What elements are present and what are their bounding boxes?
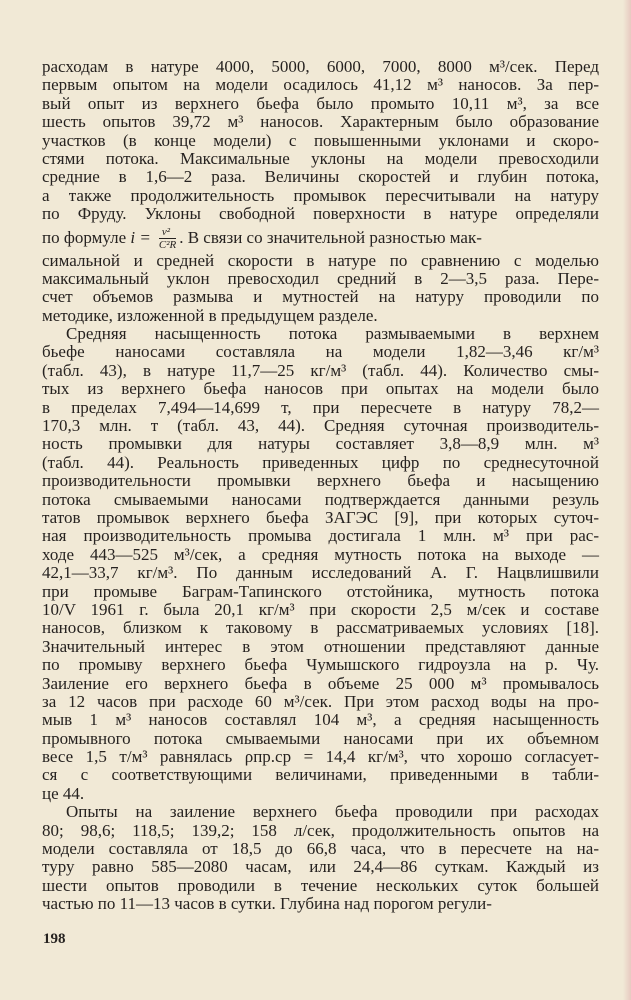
- text-line: 170,3 млн. т (табл. 43, 44). Средняя суточная производитель-: [42, 416, 599, 436]
- text-line: участков (в конце модели) с повышенными уклонами и скоро-: [42, 130, 599, 150]
- text-line: Значительный интерес в этом отношении представляют данные: [42, 636, 599, 656]
- text-line: симальной и средней скорости в натуре по сравнению с моделью: [42, 250, 599, 270]
- text-line: в пределах 7,494—14,699 т, при пересчете в натуру 78,2—: [42, 397, 599, 417]
- text-line: (табл. 43), в натуре 11,7—25 кг/м³ (табл. 44). Количество смы-: [42, 360, 599, 380]
- formula-lead-text: по формуле: [42, 227, 131, 247]
- text-line: Заиление его верхнего бьефа в объеме 25 000 м³ промывалось: [42, 673, 599, 693]
- text-line: а также продолжительность промывок пересчитывали на натуру: [42, 185, 599, 205]
- text-line: Средняя насыщенность потока размываемыми в верхнем: [66, 324, 599, 344]
- text-line: мыв 1 м³ наносов составлял 104 м³, а средняя насыщенность: [42, 710, 599, 730]
- text-line: потока смываемыми наносами подтверждается данными резуль: [42, 489, 599, 509]
- text-line: шести опытов проводили в течение нескольких суток большей: [42, 875, 599, 895]
- text-line: ность промывки для натуры составляет 3,8—8,9 млн. м³: [42, 434, 599, 454]
- text-line: производительности промывки верхнего бьефа и насыщению: [42, 471, 599, 491]
- text-line: тых из верхнего бьефа наносов при опытах на модели было: [42, 379, 599, 399]
- text-line: шесть опытов 39,72 м³ наносов. Характерным было образование: [42, 112, 599, 132]
- text-line: при промыве Баграм-Тапинского отстойника, мутность потока: [42, 581, 599, 601]
- text-line: частью по 11—13 часов в сутки. Глубина над порогом регули-: [42, 894, 492, 914]
- formula-trail-text: . В связи со значительной разностью мак-: [179, 227, 482, 247]
- text-line: промывного потока смываемыми наносами при их объемном: [42, 728, 599, 748]
- formula-fraction: [159, 226, 176, 251]
- page-body: [42, 58, 599, 914]
- text-line: стями потока. Максимальные уклоны на модели превосходили: [42, 148, 599, 168]
- text-line: 80; 98,6; 118,5; 139,2; 158 л/сек, продолжительность опытов на: [42, 820, 599, 840]
- text-line: за 12 часов при расходе 60 м³/сек. При этом расход воды на про-: [42, 691, 599, 711]
- formula-denominator: C²R: [158, 239, 177, 252]
- page-edge: [623, 0, 631, 1000]
- text-line: 10/V 1961 г. была 20,1 кг/м³ при скорости 2,5 м/сек и составе: [42, 599, 599, 619]
- text-line: бьефе наносами составляла на модели 1,82—3,46 кг/м³: [42, 342, 599, 362]
- text-line: модели составляла от 18,5 до 66,8 часа, что в пересчете на на-: [42, 839, 599, 859]
- text-line: расходам в натуре 4000, 5000, 6000, 7000, 8000 м³/сек. Перед: [42, 57, 599, 76]
- text-line: весе 1,5 т/м³ равнялась ρпр.ср = 14,4 кг/м³, что хорошо согласует-: [42, 747, 599, 767]
- text-line: Опыты на заиление верхнего бьефа проводили при расходах: [66, 802, 599, 822]
- text-line: вый опыт из верхнего бьефа было промыто 10,11 м³, за все: [42, 93, 599, 113]
- text-line: туру равно 585—2080 часам, или 24,4—86 суткам. Каждый из: [42, 857, 599, 877]
- text-line: татов промывок верхнего бьефа ЗАГЭС [9], при которых суточ-: [42, 507, 599, 527]
- text-line: ходе 443—525 м³/сек, а средняя мутность потока на выходе —: [42, 544, 599, 564]
- formula-numerator: v²: [159, 226, 176, 239]
- formula-variable: i =: [130, 227, 151, 247]
- text-line: ся с соответствующими величинами, приведенными в табли-: [42, 765, 599, 785]
- paragraph: [42, 325, 599, 803]
- text-line: це 44.: [42, 783, 85, 803]
- text-line: средние в 1,6—2 раза. Величины скоростей и глубин потока,: [42, 167, 599, 187]
- text-line: (табл. 44). Реальность приведенных цифр по среднесуточной: [42, 452, 599, 472]
- text-line: по промыву верхнего бьефа Чумышского гидроузла на р. Чу.: [42, 655, 599, 675]
- paragraph: [42, 58, 599, 325]
- text-line: методике, изложенной в предыдущем разделе.: [42, 305, 378, 325]
- text-line: наносов, близком к таковому в рассматриваемых условиях [18].: [42, 618, 599, 638]
- text-line: по Фруду. Уклоны свободной поверхности в натуре определяли: [42, 204, 599, 224]
- text-line: первым опытом на модели осадилось 41,12 м³ наносов. За пер-: [42, 75, 599, 95]
- text-line: максимальный уклон превосходил средний в 2—3,5 раза. Пере-: [42, 268, 599, 288]
- text-line: 42,1—33,7 кг/м³. По данным исследований А. Г. Нацвлишвили: [42, 563, 599, 583]
- formula-line: [42, 224, 599, 252]
- text-line: ная производительность промыва достигала 1 млн. м³ при рас-: [42, 526, 599, 546]
- text-line: счет объемов размыва и мутностей на натуру проводили по: [42, 287, 599, 307]
- paragraph: [42, 803, 599, 913]
- page-number: 198: [43, 931, 66, 947]
